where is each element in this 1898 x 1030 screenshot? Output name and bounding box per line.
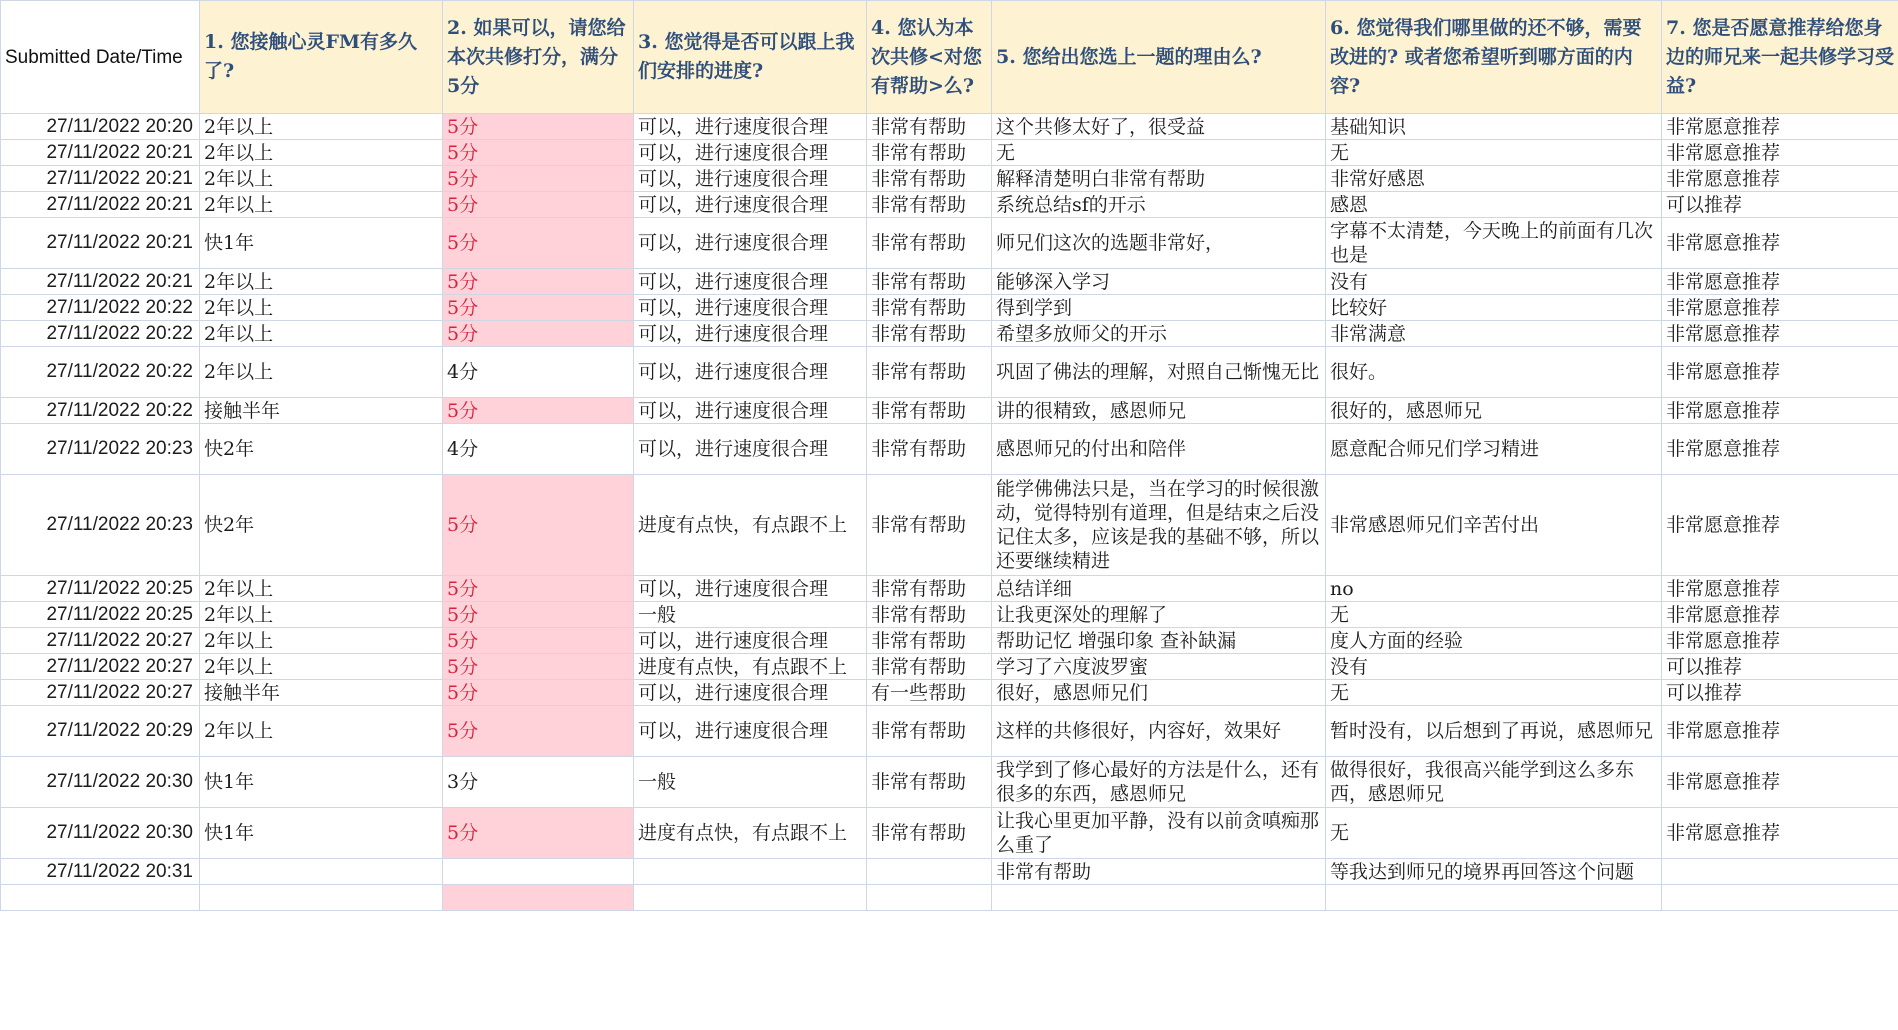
cell-duration[interactable]: 2年以上 xyxy=(200,269,443,295)
table-row[interactable] xyxy=(1,885,1898,911)
cell-pace[interactable]: 进度有点快，有点跟不上 xyxy=(634,475,867,576)
cell-duration[interactable]: 2年以上 xyxy=(200,321,443,347)
table-row[interactable] xyxy=(1,114,1898,140)
cell-pace[interactable] xyxy=(634,859,867,885)
cell-date[interactable]: 27/11/2022 20:22 xyxy=(1,295,200,321)
cell-duration[interactable]: 2年以上 xyxy=(200,166,443,192)
cell-pace[interactable] xyxy=(634,885,867,911)
cell-date[interactable]: 27/11/2022 20:27 xyxy=(1,628,200,654)
cell-duration[interactable]: 2年以上 xyxy=(200,114,443,140)
cell-score[interactable]: 5分 xyxy=(443,114,634,140)
cell-score[interactable]: 4分 xyxy=(443,347,634,398)
table-row[interactable] xyxy=(1,757,1898,808)
table-row[interactable] xyxy=(1,628,1898,654)
cell-helpful[interactable]: 非常有帮助 xyxy=(867,602,992,628)
cell-pace[interactable]: 可以，进行速度很合理 xyxy=(634,398,867,424)
cell-improve[interactable]: 很好。 xyxy=(1326,347,1662,398)
cell-score[interactable]: 5分 xyxy=(443,269,634,295)
cell-improve[interactable]: 无 xyxy=(1326,602,1662,628)
header-q4-helpful[interactable]: 4. 您认为本次共修<对您有帮助>么? xyxy=(867,1,992,114)
cell-helpful[interactable]: 非常有帮助 xyxy=(867,654,992,680)
cell-improve[interactable]: 无 xyxy=(1326,808,1662,859)
cell-recommend[interactable]: 非常愿意推荐 xyxy=(1662,269,1898,295)
cell-duration[interactable] xyxy=(200,885,443,911)
cell-duration[interactable]: 2年以上 xyxy=(200,347,443,398)
cell-improve[interactable]: no xyxy=(1326,576,1662,602)
cell-recommend[interactable]: 非常愿意推荐 xyxy=(1662,321,1898,347)
table-row[interactable] xyxy=(1,398,1898,424)
cell-improve[interactable]: 暂时没有，以后想到了再说，感恩师兄 xyxy=(1326,706,1662,757)
cell-helpful[interactable]: 非常有帮助 xyxy=(867,808,992,859)
cell-pace[interactable]: 一般 xyxy=(634,757,867,808)
cell-helpful[interactable]: 非常有帮助 xyxy=(867,269,992,295)
cell-date[interactable]: 27/11/2022 20:20 xyxy=(1,114,200,140)
table-row[interactable] xyxy=(1,140,1898,166)
cell-improve[interactable]: 非常满意 xyxy=(1326,321,1662,347)
cell-duration[interactable]: 2年以上 xyxy=(200,192,443,218)
table-row[interactable] xyxy=(1,269,1898,295)
cell-pace[interactable]: 可以，进行速度很合理 xyxy=(634,706,867,757)
cell-reason[interactable]: 感恩师兄的付出和陪伴 xyxy=(992,424,1326,475)
cell-date[interactable]: 27/11/2022 20:21 xyxy=(1,140,200,166)
cell-score[interactable]: 4分 xyxy=(443,424,634,475)
cell-pace[interactable]: 可以，进行速度很合理 xyxy=(634,680,867,706)
cell-pace[interactable]: 可以，进行速度很合理 xyxy=(634,269,867,295)
cell-reason[interactable]: 希望多放师父的开示 xyxy=(992,321,1326,347)
cell-reason[interactable]: 我学到了修心最好的方法是什么，还有很多的东西，感恩师兄 xyxy=(992,757,1326,808)
cell-recommend[interactable]: 非常愿意推荐 xyxy=(1662,602,1898,628)
cell-helpful[interactable]: 非常有帮助 xyxy=(867,321,992,347)
cell-duration[interactable] xyxy=(200,859,443,885)
cell-recommend[interactable]: 非常愿意推荐 xyxy=(1662,140,1898,166)
table-row[interactable] xyxy=(1,602,1898,628)
cell-duration[interactable]: 2年以上 xyxy=(200,628,443,654)
table-row[interactable] xyxy=(1,808,1898,859)
cell-reason[interactable]: 让我更深处的理解了 xyxy=(992,602,1326,628)
cell-reason[interactable]: 帮助记忆 增强印象 查补缺漏 xyxy=(992,628,1326,654)
cell-reason[interactable]: 能学佛佛法只是，当在学习的时候很激动，觉得特别有道理，但是结束之后没记住太多，应该是我的基础不够，所以还要继续精进 xyxy=(992,475,1326,576)
cell-helpful[interactable]: 有一些帮助 xyxy=(867,680,992,706)
cell-duration[interactable]: 2年以上 xyxy=(200,654,443,680)
cell-pace[interactable]: 可以，进行速度很合理 xyxy=(634,140,867,166)
table-row[interactable] xyxy=(1,347,1898,398)
cell-date[interactable]: 27/11/2022 20:29 xyxy=(1,706,200,757)
cell-reason[interactable]: 学习了六度波罗蜜 xyxy=(992,654,1326,680)
cell-score[interactable]: 5分 xyxy=(443,654,634,680)
cell-recommend[interactable]: 非常愿意推荐 xyxy=(1662,424,1898,475)
cell-helpful[interactable]: 非常有帮助 xyxy=(867,576,992,602)
cell-reason[interactable]: 巩固了佛法的理解，对照自己惭愧无比 xyxy=(992,347,1326,398)
cell-recommend[interactable] xyxy=(1662,885,1898,911)
cell-improve[interactable]: 基础知识 xyxy=(1326,114,1662,140)
cell-date[interactable]: 27/11/2022 20:27 xyxy=(1,654,200,680)
cell-score[interactable]: 5分 xyxy=(443,218,634,269)
cell-score[interactable]: 5分 xyxy=(443,398,634,424)
cell-score[interactable]: 5分 xyxy=(443,166,634,192)
cell-reason[interactable]: 总结详细 xyxy=(992,576,1326,602)
cell-score[interactable]: 5分 xyxy=(443,321,634,347)
cell-reason[interactable]: 非常有帮助 xyxy=(992,859,1326,885)
cell-recommend[interactable]: 非常愿意推荐 xyxy=(1662,218,1898,269)
cell-date[interactable]: 27/11/2022 20:25 xyxy=(1,576,200,602)
header-row xyxy=(1,1,1898,114)
cell-pace[interactable]: 可以，进行速度很合理 xyxy=(634,628,867,654)
cell-date[interactable]: 27/11/2022 20:21 xyxy=(1,269,200,295)
cell-pace[interactable]: 可以，进行速度很合理 xyxy=(634,347,867,398)
table-row[interactable] xyxy=(1,576,1898,602)
cell-duration[interactable]: 2年以上 xyxy=(200,706,443,757)
cell-reason[interactable]: 这个共修太好了，很受益 xyxy=(992,114,1326,140)
cell-helpful[interactable]: 非常有帮助 xyxy=(867,706,992,757)
cell-duration[interactable]: 快2年 xyxy=(200,475,443,576)
cell-score[interactable]: 5分 xyxy=(443,680,634,706)
cell-recommend[interactable]: 非常愿意推荐 xyxy=(1662,166,1898,192)
cell-pace[interactable]: 一般 xyxy=(634,602,867,628)
cell-recommend[interactable]: 非常愿意推荐 xyxy=(1662,808,1898,859)
cell-pace[interactable]: 可以，进行速度很合理 xyxy=(634,321,867,347)
header-q3-pace[interactable]: 3. 您觉得是否可以跟上我们安排的进度? xyxy=(634,1,867,114)
cell-recommend[interactable]: 非常愿意推荐 xyxy=(1662,347,1898,398)
table-row[interactable] xyxy=(1,166,1898,192)
cell-helpful[interactable] xyxy=(867,885,992,911)
cell-reason[interactable]: 能够深入学习 xyxy=(992,269,1326,295)
cell-recommend[interactable]: 非常愿意推荐 xyxy=(1662,757,1898,808)
cell-recommend[interactable] xyxy=(1662,859,1898,885)
cell-date[interactable]: 27/11/2022 20:21 xyxy=(1,166,200,192)
cell-reason[interactable]: 系统总结sf的开示 xyxy=(992,192,1326,218)
cell-improve[interactable]: 等我达到师兄的境界再回答这个问题 xyxy=(1326,859,1662,885)
cell-score[interactable]: 5分 xyxy=(443,628,634,654)
cell-pace[interactable]: 进度有点快，有点跟不上 xyxy=(634,654,867,680)
cell-reason[interactable]: 讲的很精致，感恩师兄 xyxy=(992,398,1326,424)
cell-pace[interactable]: 进度有点快，有点跟不上 xyxy=(634,808,867,859)
cell-improve[interactable]: 字幕不太清楚，今天晚上的前面有几次也是 xyxy=(1326,218,1662,269)
cell-duration[interactable]: 2年以上 xyxy=(200,602,443,628)
cell-duration[interactable]: 2年以上 xyxy=(200,576,443,602)
cell-helpful[interactable]: 非常有帮助 xyxy=(867,347,992,398)
cell-recommend[interactable]: 非常愿意推荐 xyxy=(1662,114,1898,140)
cell-improve[interactable]: 很好的，感恩师兄 xyxy=(1326,398,1662,424)
cell-date[interactable] xyxy=(1,885,200,911)
cell-improve[interactable]: 没有 xyxy=(1326,654,1662,680)
cell-improve[interactable]: 非常好感恩 xyxy=(1326,166,1662,192)
cell-score[interactable] xyxy=(443,885,634,911)
cell-date[interactable]: 27/11/2022 20:23 xyxy=(1,475,200,576)
cell-score[interactable]: 5分 xyxy=(443,295,634,321)
cell-duration[interactable]: 接触半年 xyxy=(200,398,443,424)
header-q2-score[interactable]: 2. 如果可以，请您给本次共修打分，满分5分 xyxy=(443,1,634,114)
cell-helpful[interactable]: 非常有帮助 xyxy=(867,192,992,218)
cell-helpful[interactable]: 非常有帮助 xyxy=(867,166,992,192)
cell-date[interactable]: 27/11/2022 20:21 xyxy=(1,218,200,269)
cell-score[interactable]: 5分 xyxy=(443,192,634,218)
cell-date[interactable]: 27/11/2022 20:27 xyxy=(1,680,200,706)
cell-duration[interactable]: 快1年 xyxy=(200,757,443,808)
cell-reason[interactable]: 无 xyxy=(992,140,1326,166)
cell-improve[interactable]: 无 xyxy=(1326,680,1662,706)
cell-helpful[interactable] xyxy=(867,859,992,885)
cell-improve[interactable]: 感恩 xyxy=(1326,192,1662,218)
cell-date[interactable]: 27/11/2022 20:30 xyxy=(1,757,200,808)
cell-helpful[interactable]: 非常有帮助 xyxy=(867,628,992,654)
cell-reason[interactable] xyxy=(992,885,1326,911)
cell-pace[interactable]: 可以，进行速度很合理 xyxy=(634,192,867,218)
cell-date[interactable]: 27/11/2022 20:22 xyxy=(1,321,200,347)
cell-pace[interactable]: 可以，进行速度很合理 xyxy=(634,166,867,192)
cell-duration[interactable]: 快1年 xyxy=(200,218,443,269)
cell-helpful[interactable]: 非常有帮助 xyxy=(867,218,992,269)
cell-date[interactable]: 27/11/2022 20:21 xyxy=(1,192,200,218)
cell-reason[interactable]: 得到学到 xyxy=(992,295,1326,321)
cell-improve[interactable]: 度人方面的经验 xyxy=(1326,628,1662,654)
cell-date[interactable]: 27/11/2022 20:22 xyxy=(1,398,200,424)
cell-duration[interactable]: 2年以上 xyxy=(200,295,443,321)
cell-score[interactable]: 5分 xyxy=(443,140,634,166)
cell-date[interactable]: 27/11/2022 20:23 xyxy=(1,424,200,475)
cell-duration[interactable]: 快1年 xyxy=(200,808,443,859)
table-row[interactable] xyxy=(1,192,1898,218)
cell-pace[interactable]: 可以，进行速度很合理 xyxy=(634,424,867,475)
table-row[interactable] xyxy=(1,218,1898,269)
cell-duration[interactable]: 2年以上 xyxy=(200,140,443,166)
table-row[interactable] xyxy=(1,475,1898,576)
table-row[interactable] xyxy=(1,295,1898,321)
table-row[interactable] xyxy=(1,680,1898,706)
cell-date[interactable]: 27/11/2022 20:31 xyxy=(1,859,200,885)
cell-recommend[interactable]: 可以推荐 xyxy=(1662,680,1898,706)
table-row[interactable] xyxy=(1,706,1898,757)
cell-score[interactable]: 5分 xyxy=(443,576,634,602)
cell-improve[interactable]: 比较好 xyxy=(1326,295,1662,321)
header-q6-improve[interactable]: 6. 您觉得我们哪里做的还不够，需要改进的? 或者您希望听到哪方面的内容? xyxy=(1326,1,1662,114)
cell-recommend[interactable]: 非常愿意推荐 xyxy=(1662,576,1898,602)
cell-helpful[interactable]: 非常有帮助 xyxy=(867,424,992,475)
cell-date[interactable]: 27/11/2022 20:30 xyxy=(1,808,200,859)
cell-helpful[interactable]: 非常有帮助 xyxy=(867,114,992,140)
table-body xyxy=(1,114,1898,911)
cell-improve[interactable]: 做得很好，我很高兴能学到这么多东西，感恩师兄 xyxy=(1326,757,1662,808)
cell-pace[interactable]: 可以，进行速度很合理 xyxy=(634,295,867,321)
cell-reason[interactable]: 让我心里更加平静，没有以前贪嗔痴那么重了 xyxy=(992,808,1326,859)
header-q1-duration[interactable]: 1. 您接触心灵FM有多久了? xyxy=(200,1,443,114)
cell-score[interactable] xyxy=(443,859,634,885)
cell-improve[interactable] xyxy=(1326,885,1662,911)
cell-helpful[interactable]: 非常有帮助 xyxy=(867,140,992,166)
cell-score[interactable]: 5分 xyxy=(443,602,634,628)
table-row[interactable] xyxy=(1,654,1898,680)
cell-reason[interactable]: 师兄们这次的选题非常好， xyxy=(992,218,1326,269)
cell-improve[interactable]: 非常感恩师兄们辛苦付出 xyxy=(1326,475,1662,576)
cell-recommend[interactable]: 可以推荐 xyxy=(1662,192,1898,218)
header-q5-reason[interactable]: 5. 您给出您选上一题的理由么? xyxy=(992,1,1326,114)
cell-reason[interactable]: 解释清楚明白非常有帮助 xyxy=(992,166,1326,192)
cell-helpful[interactable]: 非常有帮助 xyxy=(867,295,992,321)
cell-pace[interactable]: 可以，进行速度很合理 xyxy=(634,218,867,269)
cell-pace[interactable]: 可以，进行速度很合理 xyxy=(634,114,867,140)
cell-improve[interactable]: 无 xyxy=(1326,140,1662,166)
cell-recommend[interactable]: 非常愿意推荐 xyxy=(1662,628,1898,654)
cell-recommend[interactable]: 非常愿意推荐 xyxy=(1662,398,1898,424)
cell-duration[interactable]: 快2年 xyxy=(200,424,443,475)
cell-duration[interactable]: 接触半年 xyxy=(200,680,443,706)
cell-helpful[interactable]: 非常有帮助 xyxy=(867,757,992,808)
cell-recommend[interactable]: 非常愿意推荐 xyxy=(1662,295,1898,321)
cell-date[interactable]: 27/11/2022 20:25 xyxy=(1,602,200,628)
cell-date[interactable]: 27/11/2022 20:22 xyxy=(1,347,200,398)
table-row[interactable] xyxy=(1,424,1898,475)
cell-score[interactable]: 5分 xyxy=(443,808,634,859)
cell-pace[interactable]: 可以，进行速度很合理 xyxy=(634,576,867,602)
cell-score[interactable]: 5分 xyxy=(443,475,634,576)
cell-reason[interactable]: 这样的共修很好，内容好，效果好 xyxy=(992,706,1326,757)
cell-improve[interactable]: 愿意配合师兄们学习精进 xyxy=(1326,424,1662,475)
table-row[interactable] xyxy=(1,859,1898,885)
header-submitted-date[interactable]: Submitted Date/Time xyxy=(1,1,200,114)
cell-helpful[interactable]: 非常有帮助 xyxy=(867,398,992,424)
cell-recommend[interactable]: 非常愿意推荐 xyxy=(1662,706,1898,757)
table-row[interactable] xyxy=(1,321,1898,347)
cell-helpful[interactable]: 非常有帮助 xyxy=(867,475,992,576)
cell-recommend[interactable]: 非常愿意推荐 xyxy=(1662,475,1898,576)
header-q7-recommend[interactable]: 7. 您是否愿意推荐给您身边的师兄来一起共修学习受益? xyxy=(1662,1,1898,114)
cell-improve[interactable]: 没有 xyxy=(1326,269,1662,295)
cell-score[interactable]: 3分 xyxy=(443,757,634,808)
cell-recommend[interactable]: 可以推荐 xyxy=(1662,654,1898,680)
cell-reason[interactable]: 很好，感恩师兄们 xyxy=(992,680,1326,706)
cell-score[interactable]: 5分 xyxy=(443,706,634,757)
